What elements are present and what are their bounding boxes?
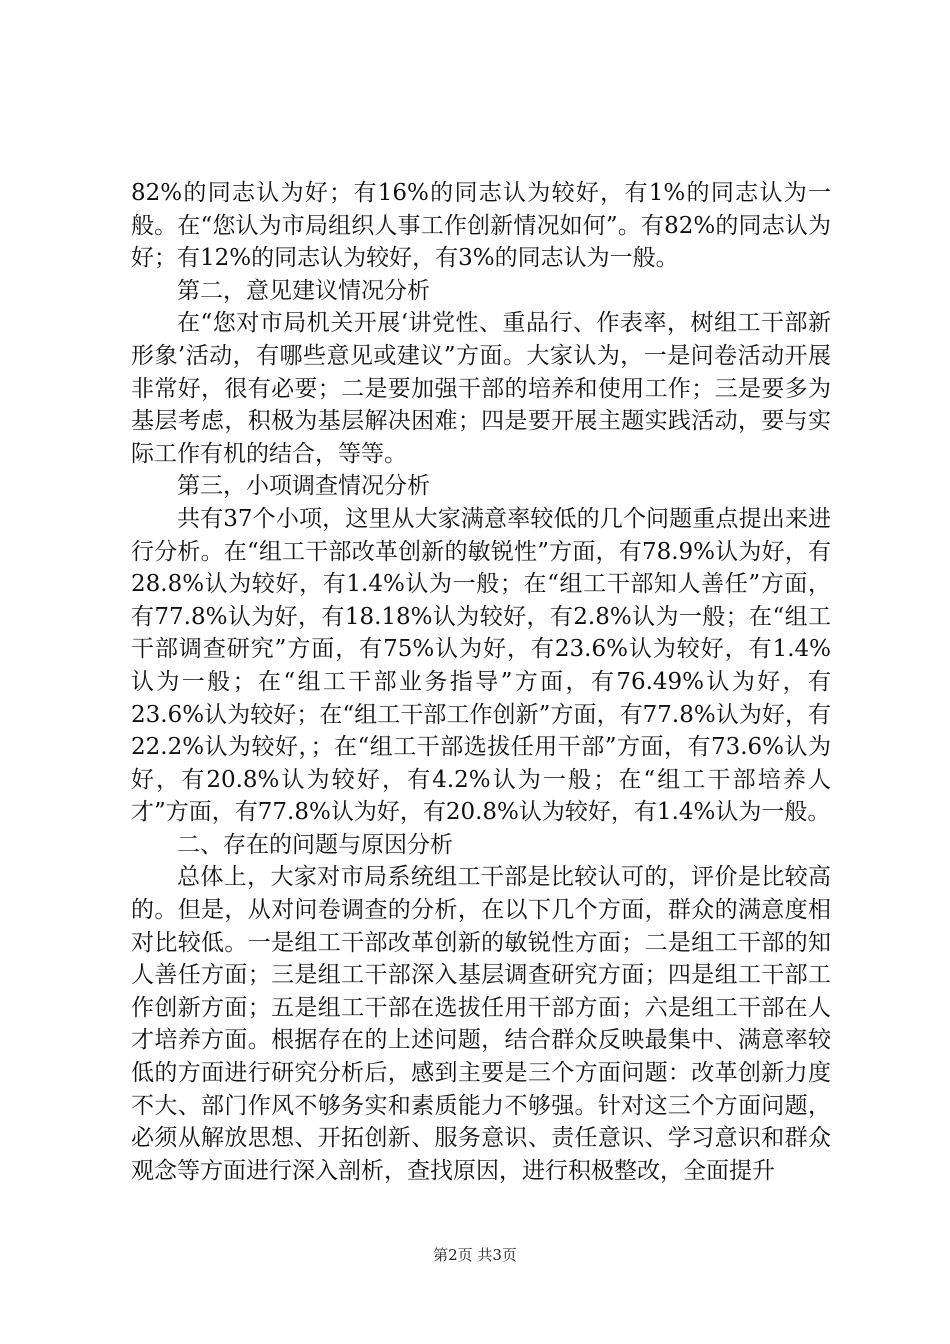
page-footer: 第2页 共3页 (433, 1246, 517, 1264)
paragraph-continuation: 82%的同志认为好；有16%的同志认为较好，有1%的同志认为一般。在“您认为市局组织人事工作创新情况如何”。有82%的同志认为好；有12%的同志认为较好，有3%的同志认为一般。 (131, 180, 831, 272)
section-heading-subitems: 第三，小项调查情况分析 (177, 473, 430, 500)
paragraph-opinions: 在“您对市局机关开展‘讲党性、重品行、作表率，树组工干部新形象’活动，有哪些意见或建议”方面。大家认为，一是问卷活动开展非常好，很有必要；二是要加强干部的培养和使用工作；三是要多为基层考虑，积极为基层解决困难；四是要开展主题实践活动，要与实际工作有机的结合，等等。 (131, 310, 831, 467)
document-body (131, 177, 831, 1187)
section-heading-problems: 二、存在的问题与原因分析 (177, 831, 453, 858)
paragraph-subitems: 共有37个小项，这里从大家满意率较低的几个问题重点提出来进行分析。在“组工干部改革创新的敏锐性”方面，有78.9%认为好，有28.8%认为较好，有1.4%认为一般；在“组工干部知人善任”方面，有77.8%认为好，有18.18%认为较好，有2.8%认为一般；在“组工干部调查研究”方面，有75%认为好，有23.6%认为较好，有1.4%认为一般；在“组工干部业务指导”方面，有76.49%认为好，有23.6%认为较好；在“组工干部工作创新”方面，有77.8%认为好，有22.2%认为较好，；在“组工干部选拔任用干部”方面，有73.6%认为好，有20.8%认为较好，有4.2%认为一般；在“组工干部培养人才”方面，有77.8%认为好，有20.8%认为较好，有1.4%认为一般。 (131, 505, 831, 826)
section-heading-opinions: 第二，意见建议情况分析 (177, 277, 430, 304)
paragraph-problems: 总体上，大家对市局系统组工干部是比较认可的，评价是比较高的。但是，从对问卷调查的分析，在以下几个方面，群众的满意度相对比较低。一是组工干部改革创新的敏锐性方面；二是组工干部的知人善任方面；三是组工干部深入基层调查研究方面；四是组工干部工作创新方面；五是组工干部在选拔任用干部方面；六是组工干部在人才培养方面。根据存在的上述问题，结合群众反映最集中、满意率较低的方面进行研究分析后，感到主要是三个方面问题：改革创新力度不大、部门作风不够务实和素质能力不够强。针对这三个方面问题，必须从解放思想、开拓创新、服务意识、责任意识、学习意识和群众观念等方面进行深入剖析，查找原因，进行积极整改，全面提升 (131, 864, 831, 1184)
